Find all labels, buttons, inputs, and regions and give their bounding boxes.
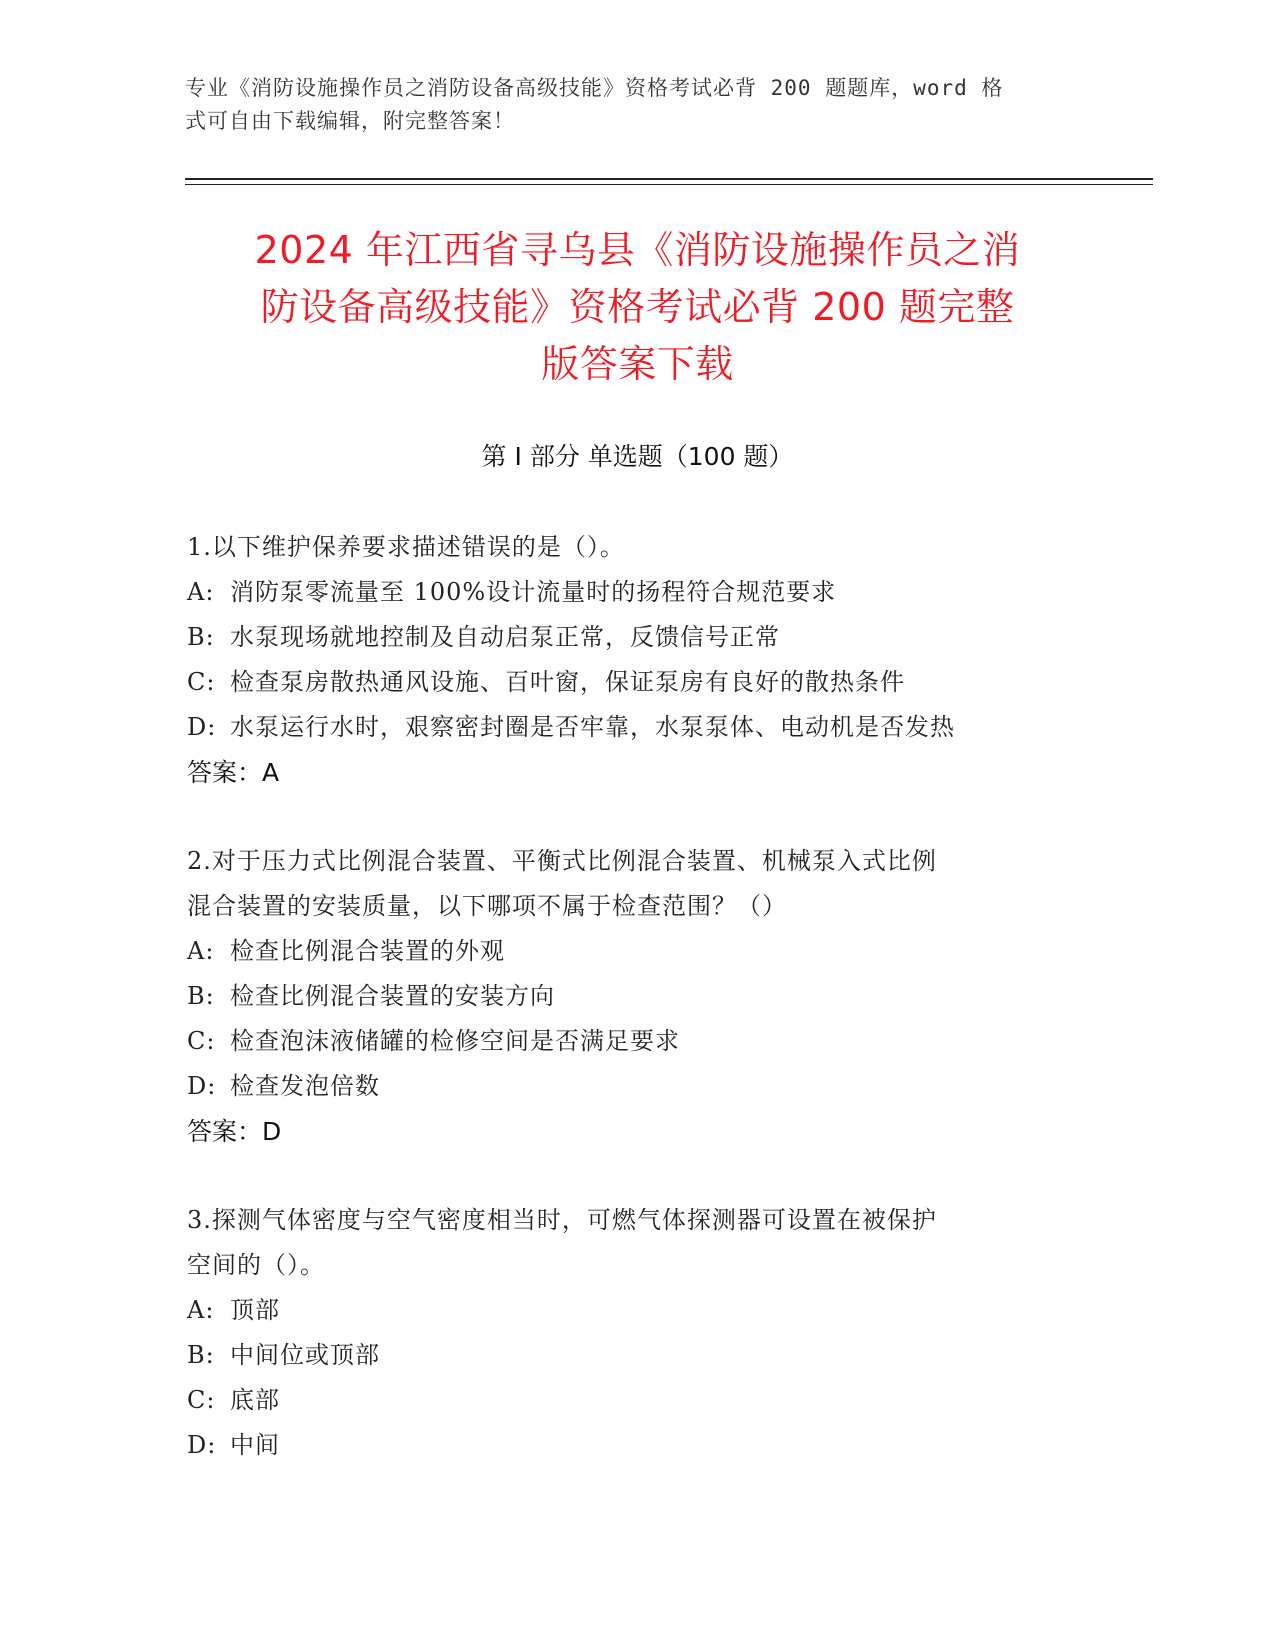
option-key: B: [187, 623, 215, 651]
option-text: 中间 [230, 1431, 280, 1459]
document-title-line-2: 防设备高级技能》资格考试必背 200 题完整 [260, 285, 1015, 329]
answer-line: 答案：A [187, 758, 280, 787]
option-c [187, 1378, 1072, 1423]
option-key: D: [187, 713, 217, 741]
option-d [187, 705, 1072, 750]
header-note [185, 72, 1070, 138]
option-key: A: [187, 578, 215, 606]
option-key: A: [187, 1296, 215, 1324]
header-note-line-2: 式可自由下载编辑，附完整答案！ [185, 109, 515, 133]
option-text: 检查泡沫液储罐的检修空间是否满足要求 [230, 1027, 680, 1055]
option-a [187, 1288, 1072, 1333]
document-title [180, 222, 1095, 393]
option-key: B: [187, 982, 215, 1010]
question-stem: 3.探测气体密度与空气密度相当时，可燃气体探测器可设置在被保护 [187, 1206, 937, 1234]
question-stem-continued: 空间的（）。 [187, 1251, 325, 1279]
option-key: D: [187, 1072, 217, 1100]
question-3 [187, 1198, 1072, 1468]
option-b [187, 615, 1072, 660]
option-key: D: [187, 1431, 217, 1459]
question-2 [187, 839, 1072, 1154]
option-text: 底部 [230, 1386, 280, 1414]
option-key: A: [187, 937, 215, 965]
option-b [187, 1333, 1072, 1378]
option-text: 顶部 [230, 1296, 280, 1324]
section-title: 第 I 部分 单选题（100 题） [481, 442, 794, 471]
question-stem: 2.对于压力式比例混合装置、平衡式比例混合装置、机械泵入式比例 [187, 847, 937, 875]
option-text: 检查发泡倍数 [230, 1072, 380, 1100]
answer-line: 答案：D [187, 1117, 282, 1146]
document-title-line-3: 版答案下载 [541, 342, 734, 386]
option-text: 消防泵零流量至 100%设计流量时的扬程符合规范要求 [230, 578, 837, 606]
option-a [187, 929, 1072, 974]
question-stem: 1.以下维护保养要求描述错误的是（）。 [187, 533, 625, 561]
option-a [187, 570, 1072, 615]
option-text: 中间位或顶部 [230, 1341, 380, 1369]
option-text: 水泵运行水时，艰察密封圈是否牢靠，水泵泵体、电动机是否发热 [230, 713, 955, 741]
option-c [187, 1019, 1072, 1064]
header-divider-thick [185, 178, 1153, 180]
question-1 [187, 525, 1072, 795]
option-key: B: [187, 1341, 215, 1369]
option-b [187, 974, 1072, 1019]
question-stem-continued: 混合装置的安装质量，以下哪项不属于检查范围？（） [187, 892, 787, 920]
option-text: 检查比例混合装置的外观 [230, 937, 505, 965]
option-c [187, 660, 1072, 705]
option-d [187, 1423, 1072, 1468]
option-text: 水泵现场就地控制及自动启泵正常，反馈信号正常 [230, 623, 780, 651]
header-divider-thin [185, 184, 1153, 185]
option-key: C: [187, 1027, 216, 1055]
option-d [187, 1064, 1072, 1109]
option-text: 检查泵房散热通风设施、百叶窗，保证泵房有良好的散热条件 [230, 668, 905, 696]
option-key: C: [187, 668, 216, 696]
question-list [187, 525, 1072, 1512]
document-title-line-1: 2024 年江西省寻乌县《消防设施操作员之消 [254, 228, 1021, 272]
header-note-line-1: 专业《消防设施操作员之消防设备高级技能》资格考试必背 200 题题库，word 格 [185, 76, 1004, 100]
option-key: C: [187, 1386, 216, 1414]
option-text: 检查比例混合装置的安装方向 [230, 982, 555, 1010]
